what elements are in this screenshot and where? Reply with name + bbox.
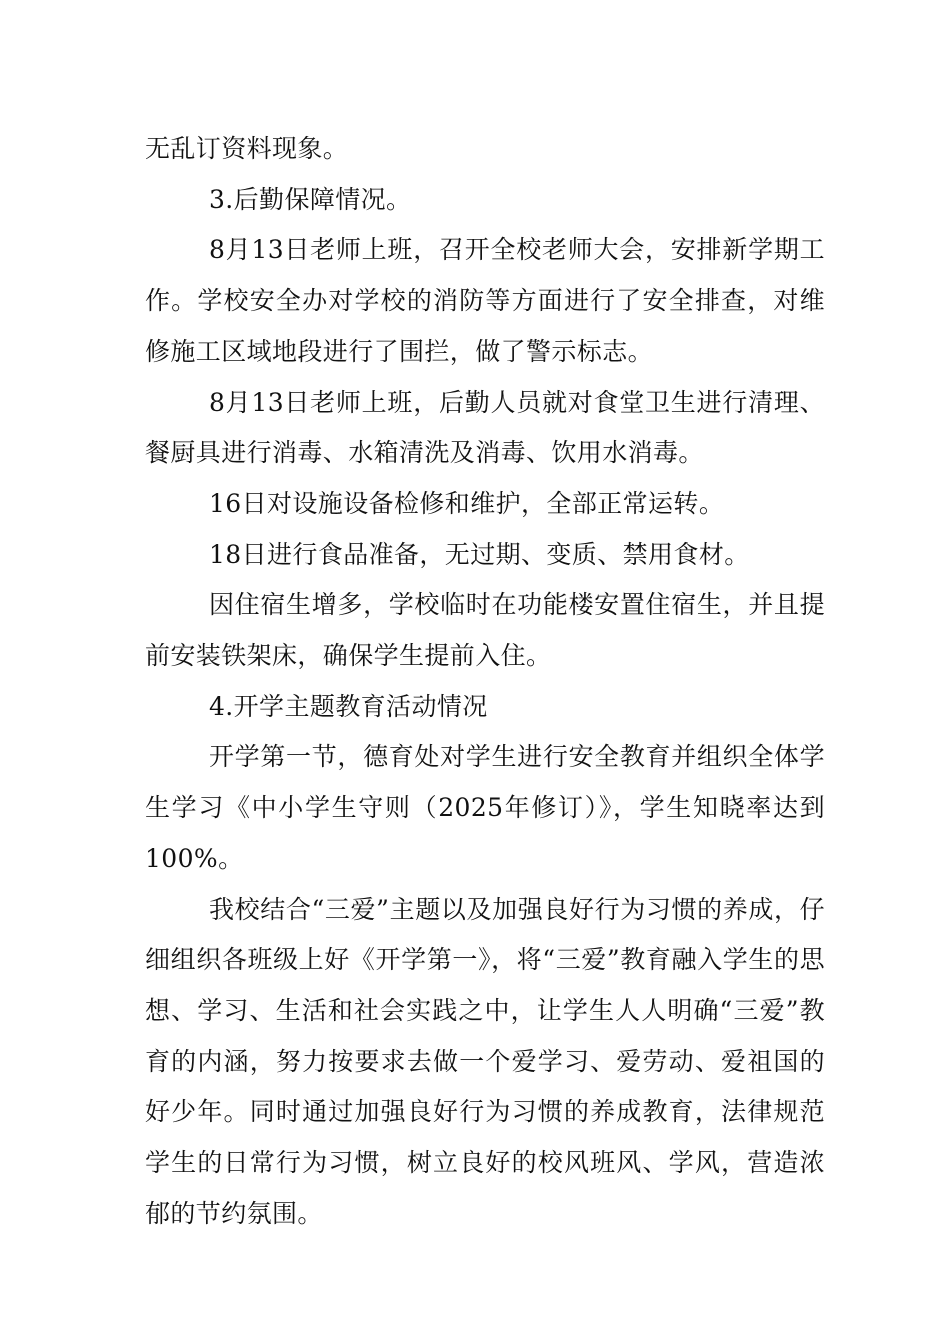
section-heading-logistics: 3.后勤保障情况。 xyxy=(209,184,412,214)
paragraph-continuation: 无乱订资料现象。 xyxy=(145,134,349,163)
document-body xyxy=(145,124,825,1239)
paragraph-equipment-maintenance: 16日对设施设备检修和维护，全部正常运转。 xyxy=(209,488,725,518)
paragraph-dormitory: 因住宿生增多，学校临时在功能楼安置住宿生，并且提前安装铁架床，确保学生提前入住。 xyxy=(145,590,825,671)
paragraph-food-preparation: 18日进行食品准备，无过期、变质、禁用食材。 xyxy=(209,539,750,569)
paragraph-safety-education: 开学第一节，德育处对学生进行安全教育并组织全体学生学习《中小学生守则（2025年修订）》，学生知晓率达到100%。 xyxy=(145,742,825,873)
section-heading-theme-education: 4.开学主题教育活动情况 xyxy=(209,691,488,721)
paragraph-staff-meeting: 8月13日老师上班，召开全校老师大会，安排新学期工作。学校安全办对学校的消防等方面进行了安全排查，对维修施工区域地段进行了围拦，做了警示标志。 xyxy=(145,235,825,366)
paragraph-three-loves: 我校结合“三爱”主题以及加强良好行为习惯的养成，仔细组织各班级上好《开学第一》，将“三爱”教育融入学生的思想、学习、生活和社会实践之中，让学生人人明确“三爱”教育的内涵，努力按要求去做一个爱学习、爱劳动、爱祖国的好少年。同时通过加强良好行为习惯的养成教育，法律规范学生的日常行为习惯，树立良好的校风班风、学风，营造浓郁的节约氛围。 xyxy=(145,894,825,1228)
paragraph-canteen-hygiene: 8月13日老师上班，后勤人员就对食堂卫生进行清理、餐厨具进行消毒、水箱清洗及消毒、饮用水消毒。 xyxy=(145,387,825,468)
